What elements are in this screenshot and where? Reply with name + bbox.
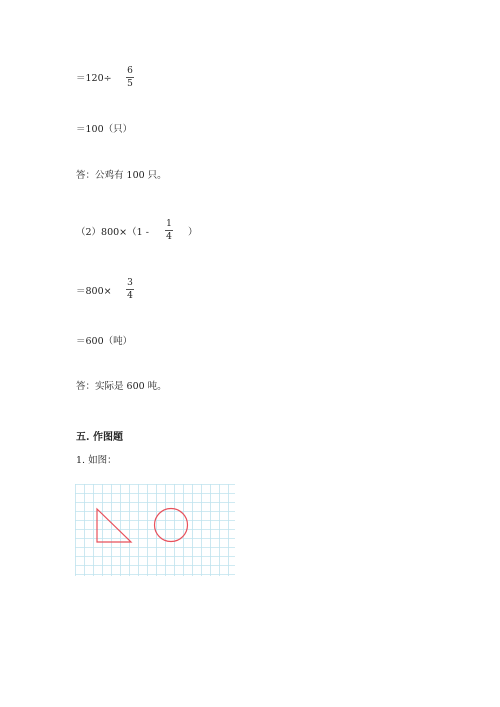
fraction-denominator: 4 (127, 291, 133, 301)
expr-text: ＝800× (76, 286, 112, 297)
section-title: 五. 作图题 (76, 432, 123, 443)
fraction-bar (126, 77, 134, 78)
fraction-1-4 (165, 219, 173, 242)
fraction-denominator: 4 (166, 232, 172, 242)
step-line-5 (76, 283, 112, 297)
fraction-3-4 (126, 278, 134, 301)
answer-line-2 (76, 378, 167, 392)
step-line-4-suffix (188, 224, 198, 238)
answer-text: 答：实际是 600 吨。 (76, 381, 167, 392)
answer-line-1 (76, 167, 167, 181)
question-label: 1. 如图： (76, 455, 117, 466)
right-triangle-shape (97, 509, 131, 542)
step-line-2 (76, 121, 132, 135)
expr-text: ＝100（只） (76, 124, 133, 135)
expr-text: ） (188, 227, 198, 238)
expr-text: （2）800×（1 - (76, 227, 149, 238)
fraction-bar (126, 289, 134, 290)
step-line-1 (76, 70, 112, 84)
fraction-bar (165, 230, 173, 231)
fraction-numerator: 1 (166, 219, 172, 229)
grid-figure (75, 484, 235, 576)
answer-text: 答：公鸡有 100 只。 (76, 170, 167, 181)
fraction-numerator: 3 (127, 278, 133, 288)
step-line-6 (76, 333, 132, 347)
fraction-6-5 (126, 66, 134, 89)
fraction-numerator: 6 (127, 66, 133, 76)
fraction-denominator: 5 (127, 79, 133, 89)
expr-text: ＝600（吨） (76, 336, 133, 347)
circle-shape (155, 509, 188, 542)
step-line-4 (76, 224, 149, 238)
expr-text: ＝120÷ (76, 73, 112, 84)
